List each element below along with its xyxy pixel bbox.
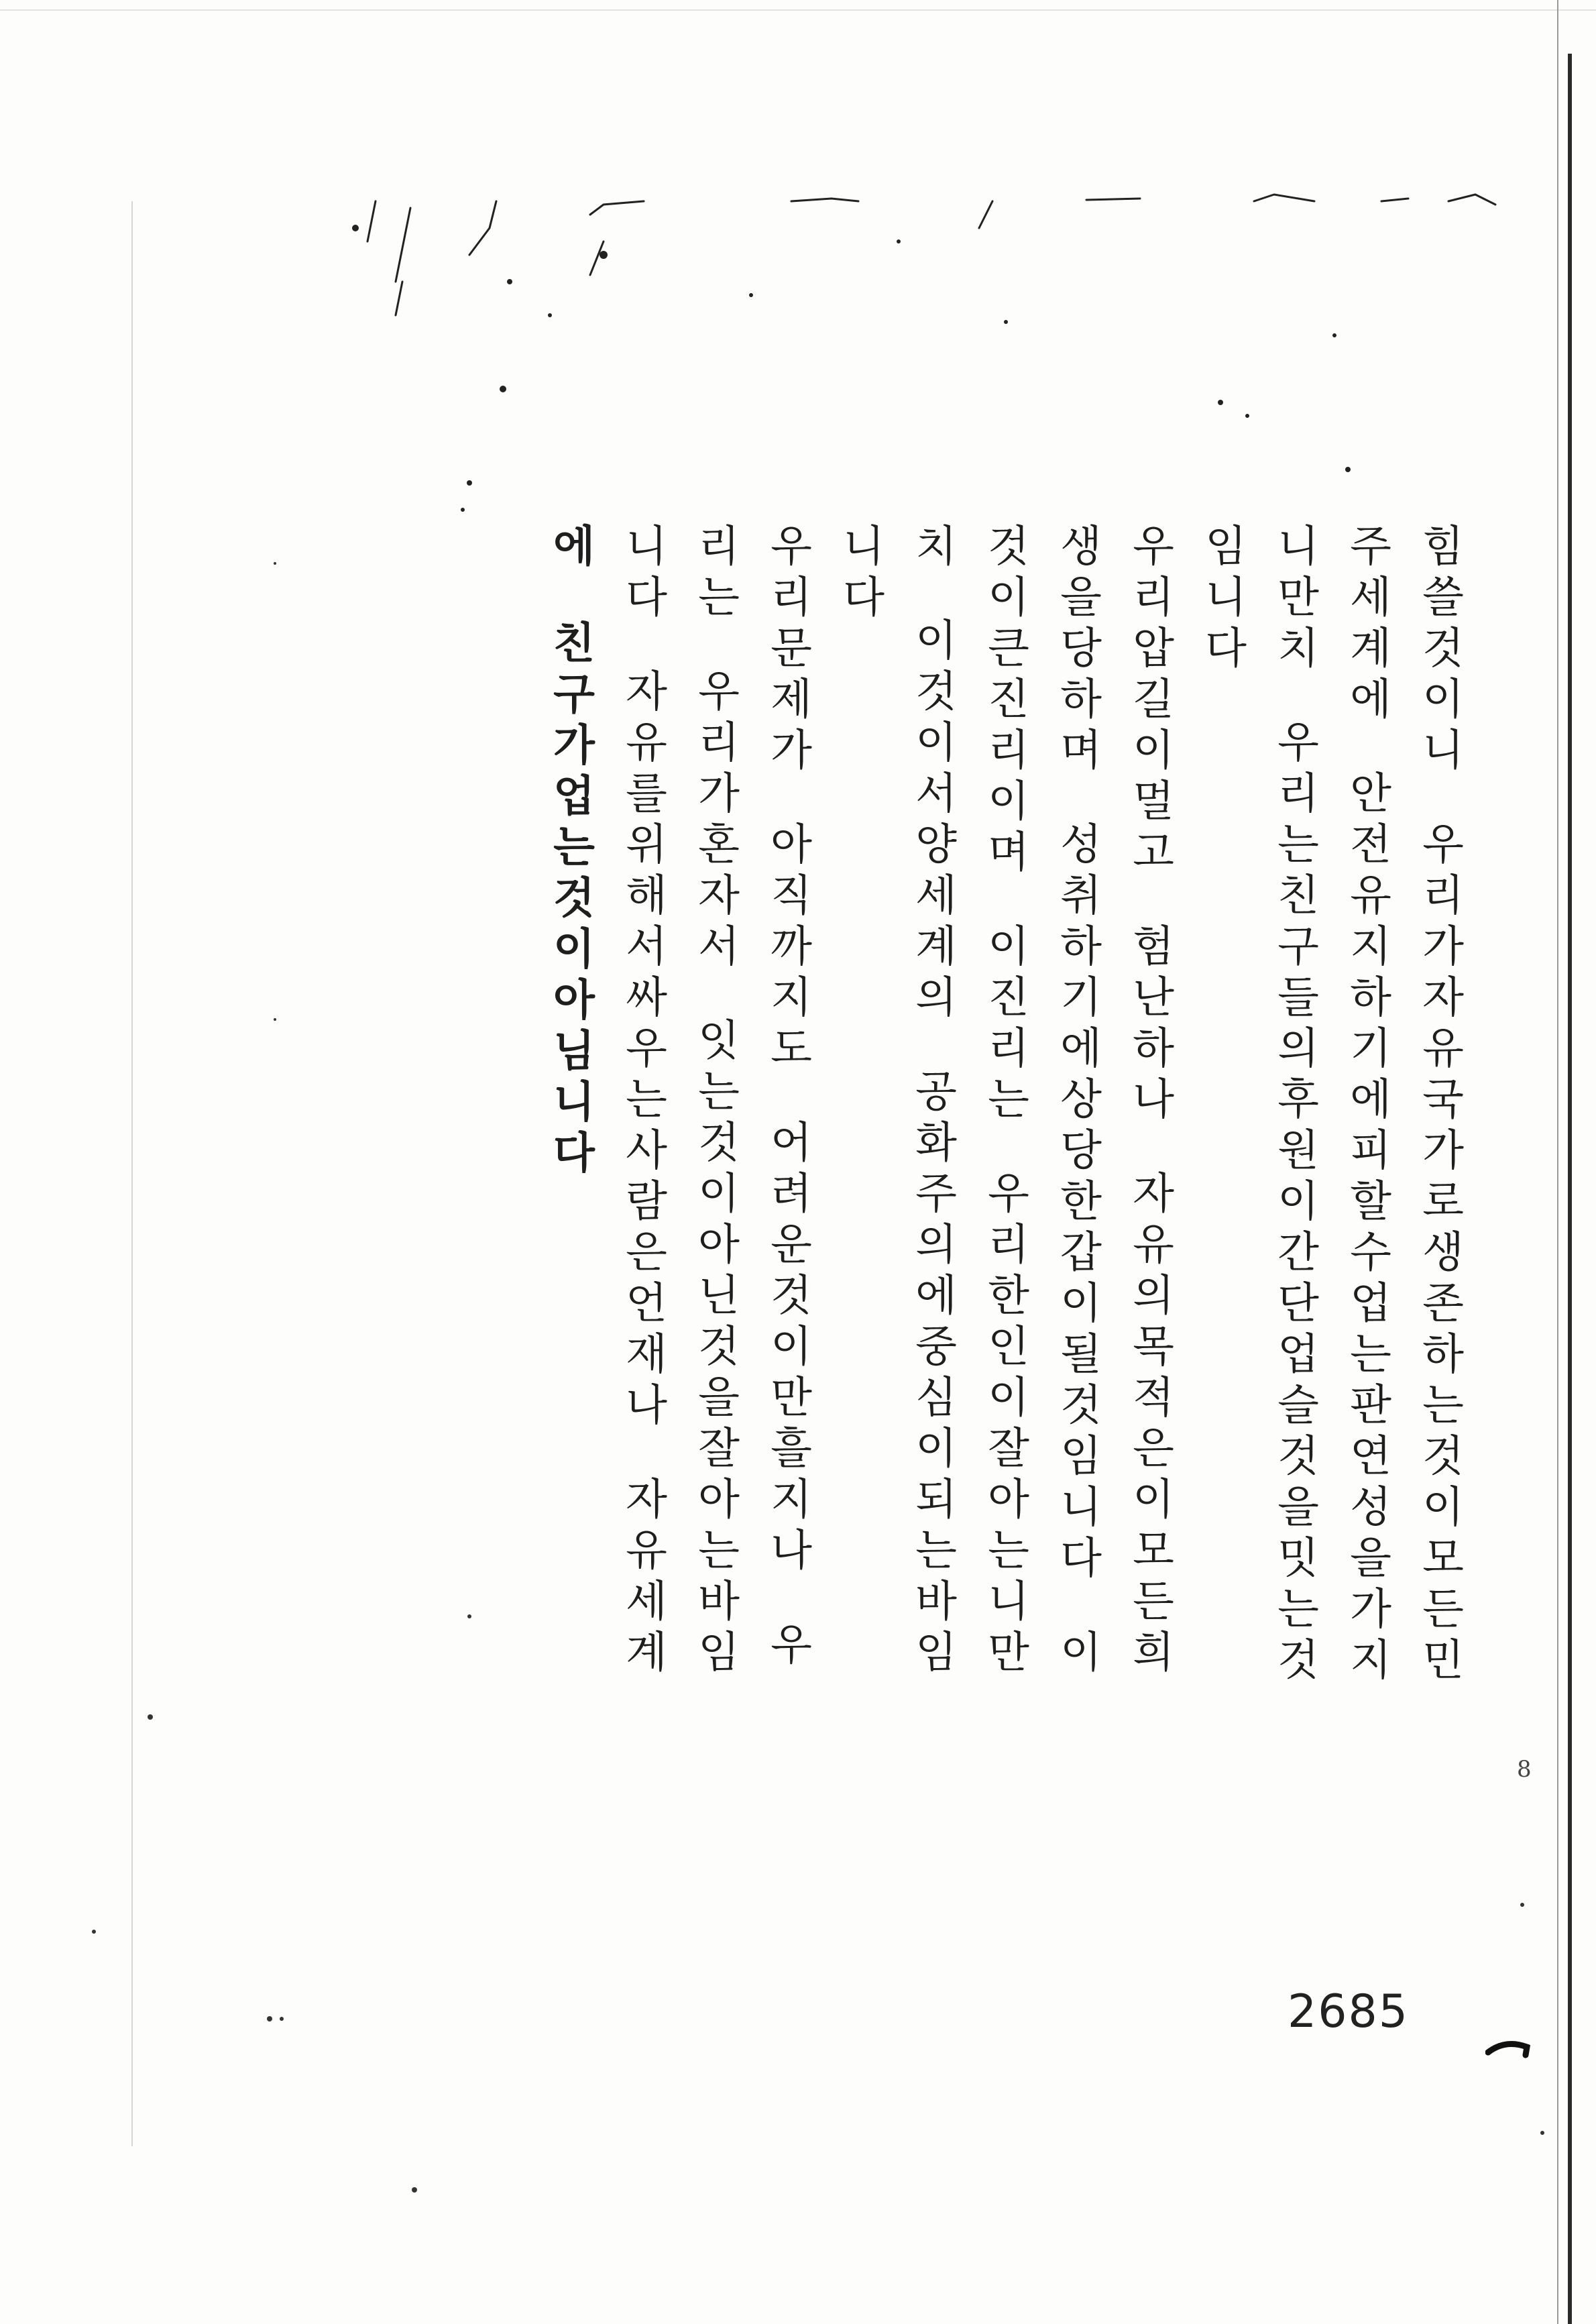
handwritten-vertical-text [429, 523, 1475, 1865]
text-column: 주세계에 안전유지하기에피할수업는판연성을가지 [1342, 523, 1391, 1688]
text-column: 생을당하며 성취하기에상당한갑이될것임니다 이 [1052, 523, 1102, 1681]
text-column: 니다 [835, 523, 885, 625]
photocopy-noise [0, 0, 1596, 537]
text-column: 에 친구가업는것이아님니다 [545, 523, 595, 1181]
page-number: 2685 [1288, 1985, 1410, 2038]
text-column: 치 이것이서양세계의 공화주의에중심이되는바임 [907, 523, 957, 1681]
text-column: 것이큰진리이며 이진리는 우리한인이잘아는니만 [980, 523, 1029, 1681]
text-column: 니만치 우리는친구들의후원이간단업슬것을밋는것 [1269, 523, 1319, 1688]
text-column: 우리압길이멀고 험난하나 자유의목적은이모든희 [1125, 523, 1174, 1681]
text-column: 리는 우리가혼자서 잇는것이아닌것을잘아는바임 [690, 523, 740, 1681]
text-column: 임니다 [1197, 523, 1247, 676]
margin-number: 8 [1517, 1756, 1532, 1783]
corner-tick-mark [1485, 2032, 1539, 2066]
text-column: 힘쓸것이니 우리가자유국가로생존하는것이모든민 [1414, 523, 1464, 1688]
text-column: 니다 자유를위해서싸우는사람은언재나 자유세계 [618, 523, 667, 1681]
text-column: 우리문제가 아직까지도 어려운것이만흘지나 우 [762, 523, 812, 1673]
